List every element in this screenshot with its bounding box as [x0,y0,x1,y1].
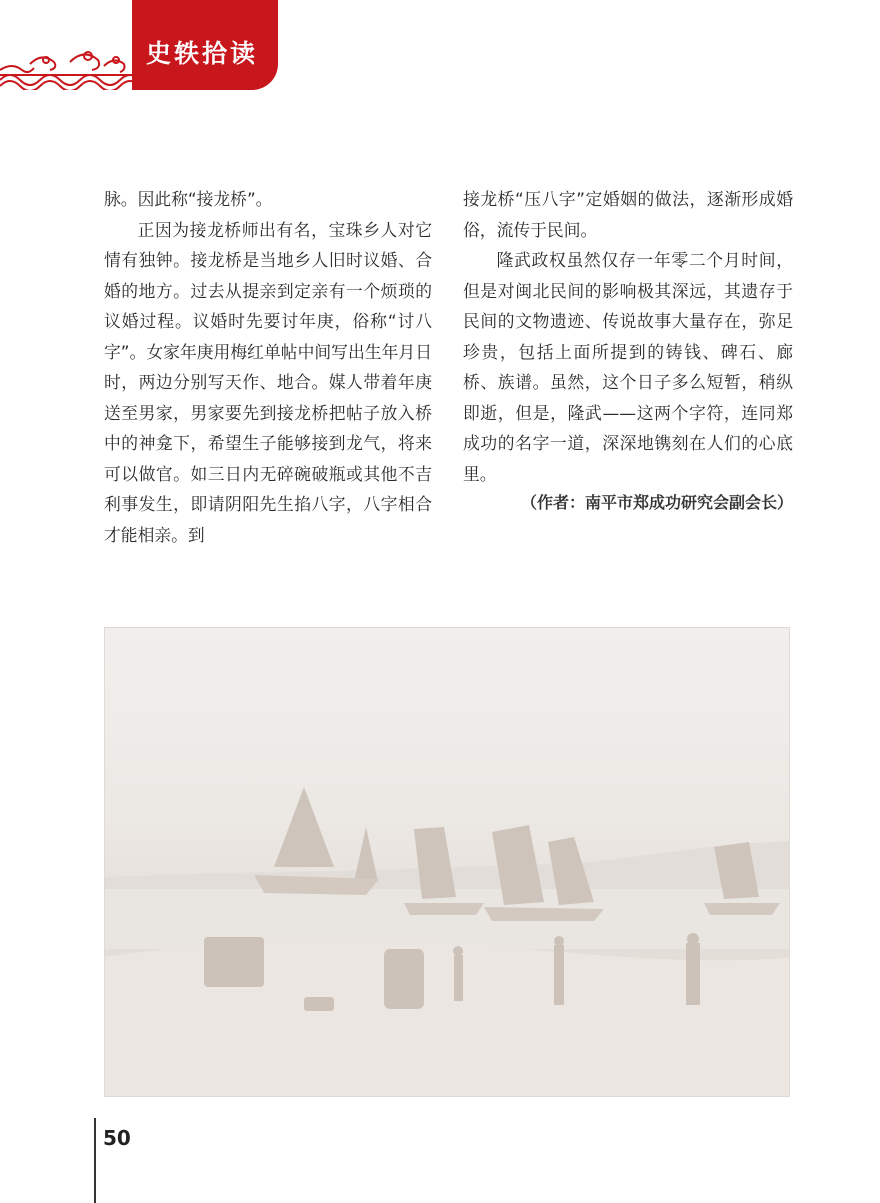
harbor-photo [104,627,790,1097]
paragraph: 接龙桥“压八字”定婚姻的做法，逐渐形成婚俗，流传于民间。 [463,189,793,240]
article-column-right [463,184,793,489]
paragraph: 隆武政权虽然仅存一年零二个月时间，但是对闽北民间的影响极其深远，其遗存于民间的文物遗迹、传说故事大量存在，弥足珍贵，包括上面所提到的铸钱、碑石、廊桥、族谱。虽然，这个日子多么短暂，稍纵即逝，但是，隆武——这两个字符，连同郑成功的名字一道，深深地镌刻在人们的心底里。 [463,250,793,484]
article-column-left [104,184,432,550]
paragraph: 正因为接龙桥师出有名，宝珠乡人对它情有独钟。接龙桥是当地乡人旧时议婚、合婚的地方。过去从提亲到定亲有一个烦琐的议婚过程。议婚时先要讨年庚，俗称“讨八字”。女家年庚用梅红单帖中间写出生年月日时，两边分别写天作、地合。媒人带着年庚送至男家，男家要先到接龙桥把帖子放入桥中的神龛下，希望生子能够接到龙气，将来可以做官。如三日内无碎碗破瓶或其他不吉利事发生，即请阴阳先生掐八字，八字相合才能相亲。到 [104,219,432,545]
page-number: 50 [103,1126,131,1150]
paragraph: 脉。因此称“接龙桥”。 [104,189,273,209]
page-rule [94,1118,96,1203]
author-byline: （作者：南平市郑成功研究会副会长） [520,493,793,512]
column-title: 史轶拾读 [146,39,259,68]
wave-ornament [0,40,132,90]
